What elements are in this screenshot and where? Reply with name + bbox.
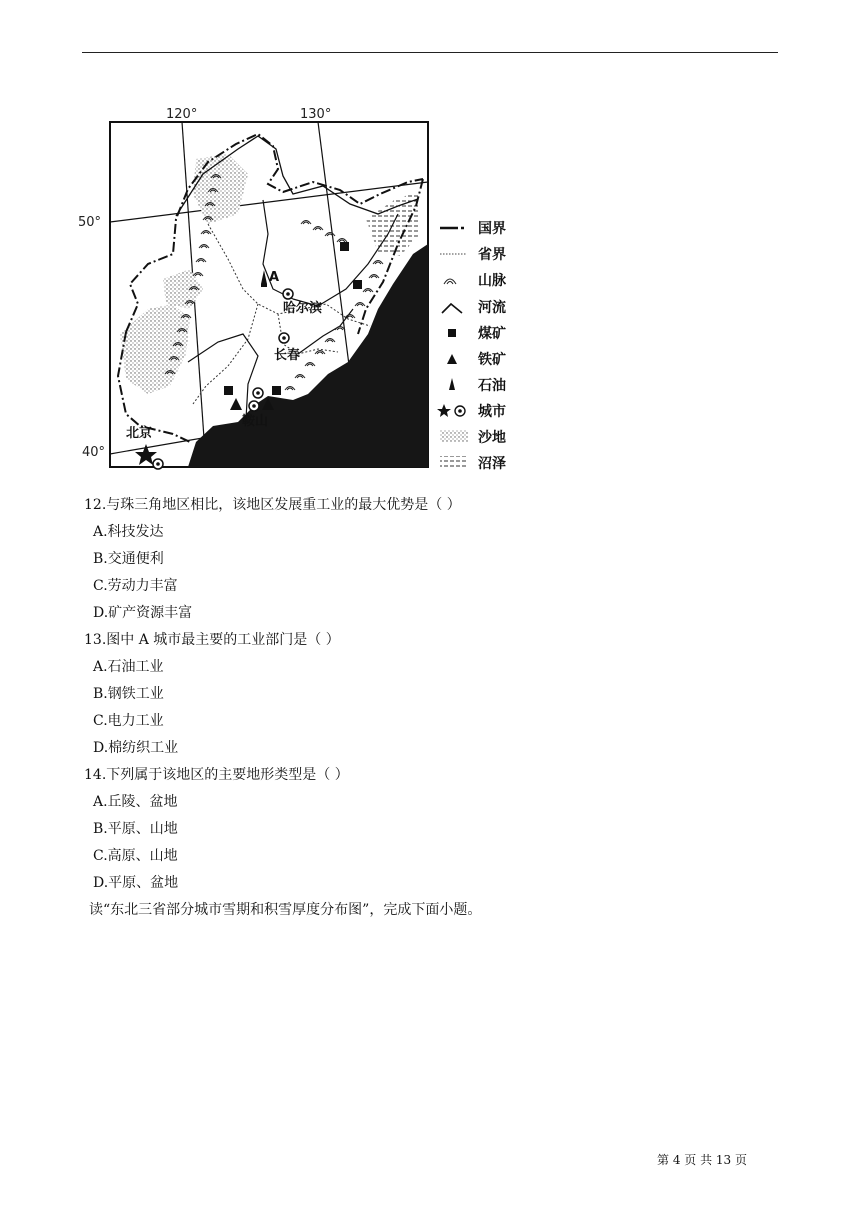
- city-icon: [279, 333, 289, 343]
- question-13-option-d: D.棉纺织工业: [93, 740, 179, 756]
- question-13-option-c: C.电力工业: [93, 713, 164, 729]
- question-13-stem: 13.图中 A 城市最主要的工业部门是（ ）: [84, 632, 340, 648]
- city-label-harbin: 哈尔滨: [283, 301, 323, 316]
- coal-mine-icon: [353, 280, 362, 289]
- legend-label-city: 城市: [478, 404, 506, 420]
- sandy-land-icon: [440, 430, 468, 442]
- oil-icon: [449, 378, 455, 390]
- question-14-option-d: D.平原、盆地: [93, 875, 179, 891]
- city-label-anshan: 鞍山: [242, 414, 269, 429]
- city-label-beijing: 北京: [126, 426, 153, 441]
- city-label-changchun: 长春: [274, 348, 301, 363]
- next-section-intro: 读“东北三省部分城市雪期和积雪厚度分布图”，完成下面小题。: [89, 902, 482, 918]
- iron-mine-icon: [447, 354, 457, 364]
- question-12-option-a: A.科技发达: [93, 524, 164, 540]
- coal-mine-icon: [272, 386, 281, 395]
- legend-label-river: 河流: [478, 300, 506, 316]
- city-icon: [253, 388, 263, 398]
- legend-label-provincial-border: 省界: [478, 247, 506, 263]
- city-icon: [437, 404, 465, 417]
- page-number-footer: 第 4 页 共 13 页: [657, 1153, 747, 1167]
- question-12-option-d: D.矿产资源丰富: [93, 605, 193, 621]
- map-legend: [437, 220, 507, 472]
- oilfield-label: A: [269, 270, 280, 285]
- northeast-china-map: [78, 104, 528, 484]
- question-14-option-c: C.高原、山地: [93, 848, 178, 864]
- river-icon: [442, 304, 462, 313]
- question-14-option-a: A.丘陵、盆地: [93, 794, 178, 810]
- coal-mine-icon: [224, 386, 233, 395]
- question-13-option-a: A.石油工业: [93, 659, 164, 675]
- legend-label-iron: 铁矿: [478, 352, 506, 368]
- legend-label-sand: 沙地: [478, 430, 506, 446]
- swamp-icon: [440, 456, 468, 468]
- question-13-option-b: B.钢铁工业: [93, 686, 164, 702]
- legend-label-mountain: 山脉: [478, 273, 506, 289]
- question-12-option-b: B.交通便利: [93, 551, 164, 567]
- question-12-option-c: C.劳动力丰富: [93, 578, 178, 594]
- question-14-stem: 14.下列属于该地区的主要地形类型是（ ）: [84, 767, 349, 783]
- city-icon: [283, 289, 293, 299]
- city-icon: [249, 401, 259, 411]
- legend-label-swamp: 沼泽: [478, 456, 506, 472]
- legend-label-oil: 石油: [478, 378, 506, 394]
- lon-label-120: 120°: [166, 107, 198, 122]
- lat-label-50: 50°: [78, 215, 102, 230]
- coal-mine-icon: [448, 329, 456, 337]
- lat-label-40: 40°: [82, 445, 106, 460]
- legend-label-coal: 煤矿: [478, 326, 506, 342]
- coal-mine-icon: [340, 242, 349, 251]
- header-rule: [82, 52, 778, 53]
- question-14-option-b: B.平原、山地: [93, 821, 178, 837]
- question-12-stem: 12.与珠三角地区相比，该地区发展重工业的最大优势是（ ）: [84, 497, 461, 513]
- legend-label-national-border: 国界: [478, 221, 506, 237]
- city-icon: [153, 459, 163, 469]
- mountain-icon: [444, 279, 456, 284]
- lon-label-130: 130°: [300, 107, 332, 122]
